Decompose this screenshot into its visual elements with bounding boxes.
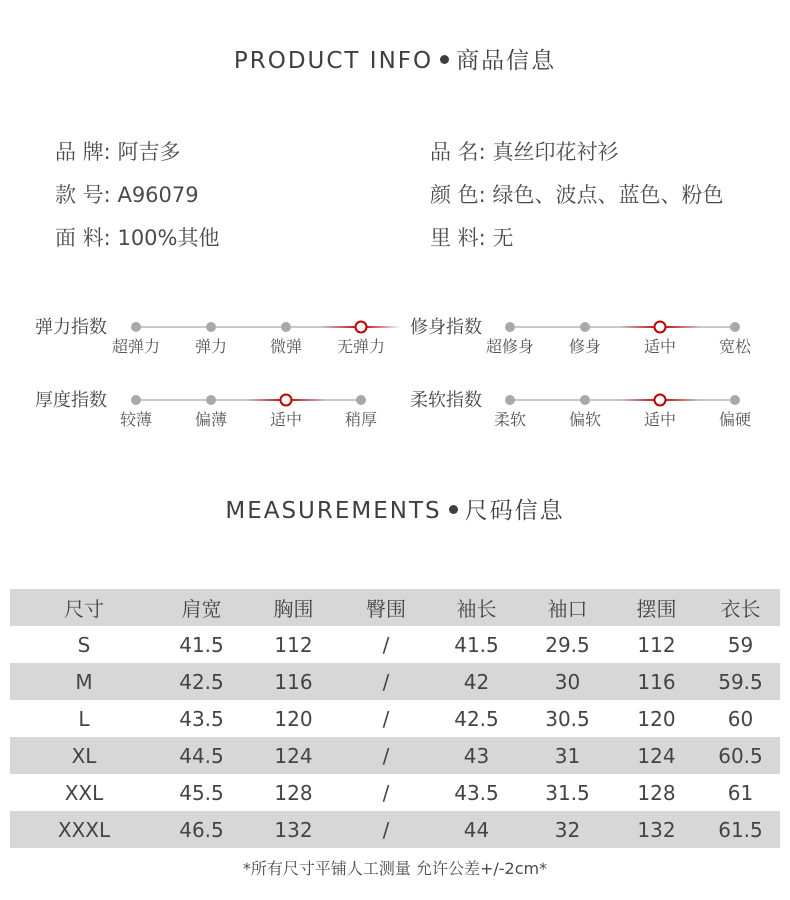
measurements-title-cn: 尺码信息 [464, 498, 565, 524]
table-cell: 31.5 [545, 780, 590, 805]
product-info-title [0, 42, 790, 75]
scale-option-label: 偏软 [568, 410, 602, 429]
table-cell: 42 [430, 663, 523, 700]
scale-option-label: 偏硬 [718, 410, 752, 429]
measurement-note: *所有尺寸平铺人工测量 允许公差+/-2cm* [242, 859, 548, 878]
table-header-cell: 袖长 [430, 589, 523, 626]
table-cell: 43.5 [454, 780, 499, 805]
scale-point [730, 395, 740, 405]
table-cell: 30 [523, 663, 612, 700]
product-info-title-cn: 商品信息 [456, 48, 557, 74]
scale-label: 修身指数 [410, 317, 482, 338]
scale-point [356, 395, 366, 405]
scale-label: 柔软指数 [410, 390, 482, 411]
scale-option-label: 微弹 [269, 337, 303, 356]
scale-option-label: 超弹力 [111, 337, 161, 356]
scale-selected-point [654, 394, 667, 407]
table-cell: 45.5 [179, 780, 224, 805]
table-cell: 42.5 [454, 706, 499, 731]
scale-option-label: 超修身 [485, 337, 535, 356]
table-cell: L [78, 706, 90, 731]
table-cell: 116 [245, 663, 342, 700]
scale-selected-point [654, 321, 667, 334]
table-cell: 116 [612, 663, 701, 700]
info-lining [430, 222, 513, 252]
bullet-dot-icon [449, 505, 458, 514]
scale-point [580, 395, 590, 405]
table-cell: 43 [430, 737, 523, 774]
table-cell: 124 [245, 737, 342, 774]
info-value: 100%其他 [117, 226, 220, 250]
table-cell: 128 [637, 780, 676, 805]
info-value: 真丝印花衬衫 [492, 140, 619, 164]
table-cell: / [382, 780, 390, 805]
table-header-cell: 摆围 [612, 589, 701, 626]
scale-option-label: 适中 [269, 410, 303, 429]
scale-option-label: 柔软 [493, 410, 527, 429]
table-cell: XXL [64, 780, 104, 805]
table-cell: 124 [612, 737, 701, 774]
measurements-title-en: MEASUREMENTS [225, 498, 442, 524]
scale-label: 厚度指数 [35, 390, 107, 411]
scale-point [730, 322, 740, 332]
info-label: 品 牌: [55, 140, 111, 164]
table-cell: 132 [612, 811, 701, 848]
table-cell: / [342, 737, 430, 774]
table-cell: 128 [274, 780, 313, 805]
table-cell: 60 [727, 706, 754, 731]
info-label: 面 料: [55, 226, 111, 250]
table-cell: 30.5 [545, 706, 590, 731]
table-cell: 41.5 [454, 632, 499, 657]
table-cell: S [77, 632, 91, 657]
scale-point [206, 395, 216, 405]
size-table [10, 589, 780, 848]
table-cell: 42.5 [158, 663, 245, 700]
table-row [10, 626, 780, 663]
info-product-name [430, 136, 618, 166]
scale-point [206, 322, 216, 332]
info-value: 绿色、波点、蓝色、粉色 [492, 183, 724, 207]
table-cell: 60.5 [701, 737, 780, 774]
table-cell: 31 [523, 737, 612, 774]
table-cell: M [10, 663, 158, 700]
info-label: 款 号: [55, 183, 111, 207]
info-colors [430, 179, 723, 209]
scale-point [281, 322, 291, 332]
table-row [10, 700, 780, 737]
table-cell: 46.5 [158, 811, 245, 848]
scale-option-label: 适中 [643, 337, 677, 356]
table-cell: XXXL [10, 811, 158, 848]
info-label: 品 名: [430, 140, 486, 164]
product-info-title-en: PRODUCT INFO [233, 48, 434, 74]
scale-option-label: 弹力 [194, 337, 228, 356]
table-cell: / [342, 663, 430, 700]
table-cell: 44.5 [158, 737, 245, 774]
scale-point [505, 322, 515, 332]
measurements-title [0, 492, 790, 525]
scale-option-label: 宽松 [718, 337, 752, 356]
table-header-cell: 臀围 [342, 589, 430, 626]
table-cell: 44 [430, 811, 523, 848]
table-header-cell: 肩宽 [158, 589, 245, 626]
table-row [10, 737, 780, 774]
scale-option-label: 无弹力 [336, 337, 386, 356]
table-header-row [10, 589, 780, 626]
scale-point [131, 395, 141, 405]
info-fabric [55, 222, 220, 252]
scale-point [505, 395, 515, 405]
bullet-dot-icon [440, 55, 449, 64]
scale-point [580, 322, 590, 332]
table-row [10, 811, 780, 848]
table-cell: / [342, 811, 430, 848]
table-cell: 132 [245, 811, 342, 848]
scale-point [131, 322, 141, 332]
table-cell: 112 [637, 632, 676, 657]
table-header-cell: 尺寸 [10, 589, 158, 626]
table-cell: 61.5 [701, 811, 780, 848]
scale-option-label: 修身 [568, 337, 602, 356]
info-value: A96079 [117, 183, 199, 207]
table-cell: 120 [274, 706, 313, 731]
table-cell: 59 [727, 632, 754, 657]
table-cell: 32 [523, 811, 612, 848]
table-cell: 112 [274, 632, 313, 657]
scale-option-label: 稍厚 [344, 410, 378, 429]
info-label: 颜 色: [430, 183, 486, 207]
table-cell: 59.5 [701, 663, 780, 700]
scale-selected-point [280, 394, 293, 407]
table-cell: 120 [637, 706, 676, 731]
table-row [10, 663, 780, 700]
table-header-cell: 胸围 [245, 589, 342, 626]
table-cell: / [382, 706, 390, 731]
scale-option-label: 偏薄 [194, 410, 228, 429]
info-value: 无 [492, 226, 514, 250]
info-label: 里 料: [430, 226, 486, 250]
scale-option-label: 适中 [643, 410, 677, 429]
scale-option-label: 较薄 [119, 410, 153, 429]
table-cell: XL [10, 737, 158, 774]
table-cell: 41.5 [179, 632, 224, 657]
table-cell: 61 [727, 780, 754, 805]
table-header-cell: 衣长 [701, 589, 780, 626]
table-cell: 43.5 [179, 706, 224, 731]
table-header-cell: 袖口 [523, 589, 612, 626]
info-value: 阿吉多 [117, 140, 181, 164]
table-row [10, 774, 780, 811]
scale-selected-point [355, 321, 368, 334]
table-cell: / [382, 632, 390, 657]
table-cell: 29.5 [545, 632, 590, 657]
info-style-no [55, 179, 199, 209]
info-brand [55, 136, 180, 166]
scale-label: 弹力指数 [35, 317, 107, 338]
